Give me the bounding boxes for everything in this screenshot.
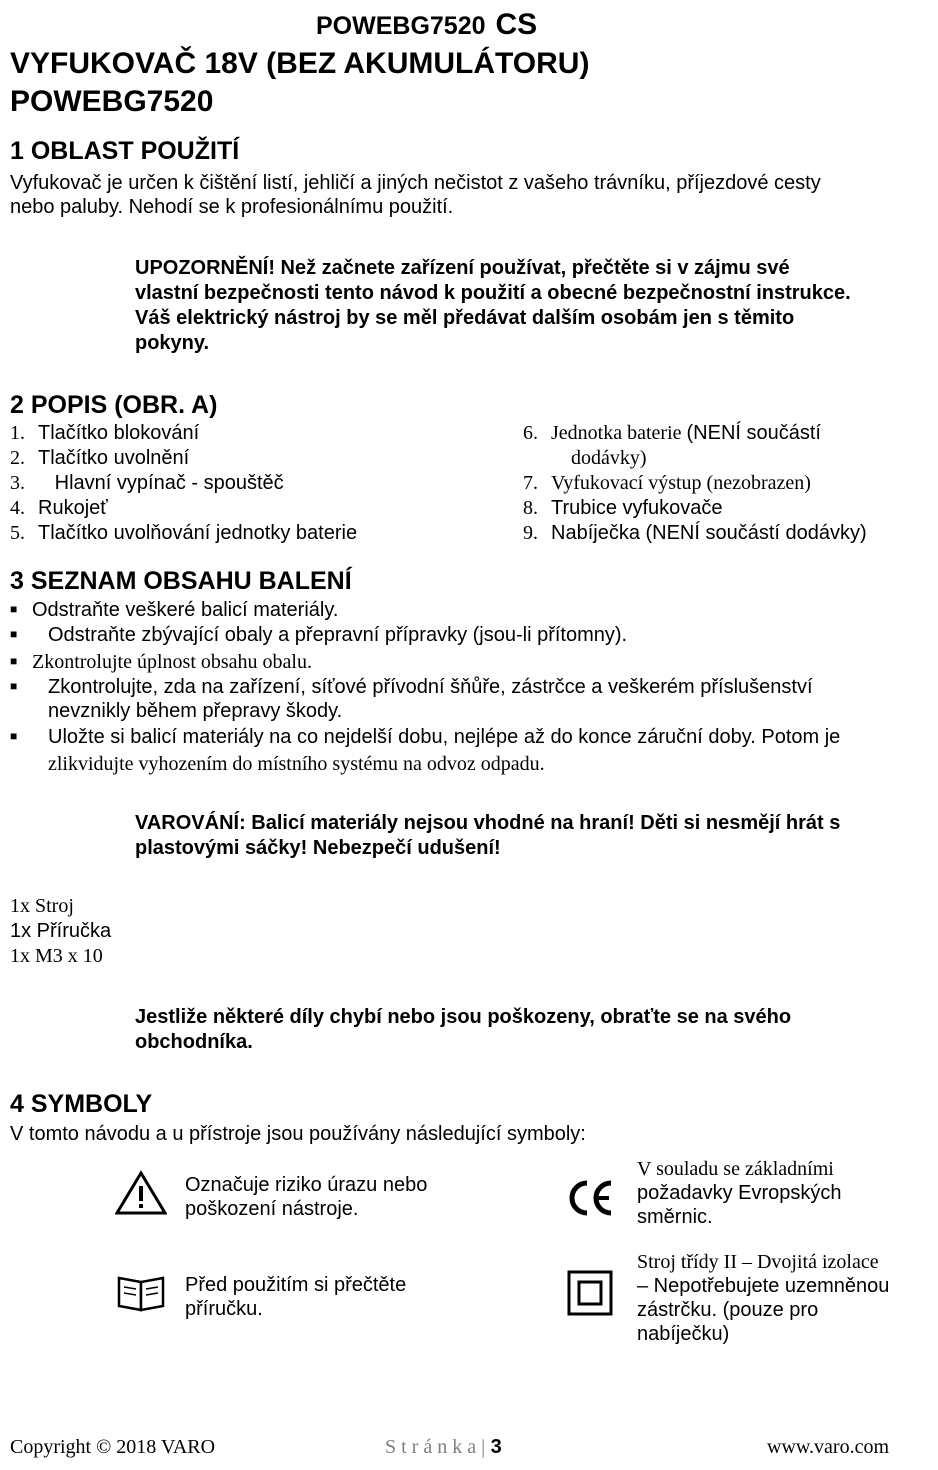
title-line: VYFUKOVAČ 18V (BEZ AKUMULÁTORU) bbox=[10, 47, 590, 80]
description-line: – Nepotřebujete uzemněnou bbox=[637, 1275, 890, 1297]
read-manual-icon bbox=[115, 1268, 167, 1314]
notice-line: pokyny. bbox=[135, 332, 210, 354]
description-line: Stroj třídy II – Dvojitá izolace bbox=[637, 1251, 879, 1273]
symbol-warning-description bbox=[185, 1173, 545, 1221]
notice-line: plastovými sáčky! Nebezpečí udušení! bbox=[135, 837, 501, 859]
notice-line: vlastní bezpečnosti tento návod k použití a obecné bezpečnostní instrukce. bbox=[135, 282, 851, 304]
symbol-manual-description bbox=[185, 1273, 545, 1321]
notice-line: Jestliže některé díly chybí nebo jsou poškozeny, obraťte se na svého bbox=[135, 1006, 792, 1028]
description-line: nabíječku) bbox=[637, 1323, 730, 1345]
bullet-continuation: zlikvidujte vyhozením do místního systému na odvoz odpadu. bbox=[48, 753, 545, 775]
notice-line: obchodníka. bbox=[135, 1031, 253, 1053]
description-list-right bbox=[523, 421, 933, 546]
description-line: příručku. bbox=[185, 1298, 263, 1320]
bullet-icon: ■ bbox=[10, 679, 18, 693]
symbol-class-ii-description bbox=[637, 1250, 937, 1346]
description-item: 3. Hlavní vypínač - spouště​č bbox=[10, 472, 284, 494]
notice-line: VAROVÁNÍ: Balicí materiály nejsou vhodné na hraní! Děti si nesmějí hrát s bbox=[135, 812, 841, 834]
warning-triangle-icon bbox=[115, 1170, 167, 1216]
bullet-icon: ■ bbox=[10, 602, 18, 616]
symbols-intro: V tomto návodu a u přístroje jsou používány následující symboly: bbox=[10, 1123, 586, 1145]
title-line: POWEBG7520 bbox=[10, 85, 214, 118]
description-line: zástrčku. (pouze pro bbox=[637, 1299, 819, 1321]
description-item: 2. Tlačítko uvolnění bbox=[10, 447, 190, 469]
missing-parts-note bbox=[135, 1005, 935, 1055]
footer-website: www.varo.com bbox=[767, 1436, 890, 1458]
description-item: 8. Trubice vyfukovače bbox=[523, 497, 723, 519]
bullet-item: ■ Uložte si balicí materiály na co nejdelší dobu, nejlépe až do konce záruční doby. Potom je bbox=[10, 726, 841, 748]
document-code bbox=[316, 8, 537, 42]
symbol-ce-description bbox=[637, 1157, 937, 1229]
notice-line: UPOZORNĚNÍ! Než začnete zařízení používat, přečtěte si v zájmu své bbox=[135, 257, 790, 279]
model-code: POWEBG7520 bbox=[316, 12, 486, 40]
section-heading-symbols: 4 SYMBOLY bbox=[10, 1090, 153, 1118]
description-item: 6. Jednotka baterie (NENÍ součástí bbox=[523, 422, 821, 444]
bullet-item: ■ Zkontrolujte, zda na zařízení, síťové přívodní šňůře, zástrčce a veškerém příslušenství bbox=[10, 676, 813, 698]
description-list-left bbox=[10, 421, 510, 546]
bullet-icon: ■ bbox=[10, 654, 18, 668]
safety-notice bbox=[135, 256, 935, 356]
bullet-item: ■ Zkontrolujte úplnost obsahu obalu. bbox=[10, 651, 312, 673]
paragraph-line: nebo paluby. Nehodí se k profesionálnímu použití. bbox=[10, 196, 454, 218]
paragraph-line: Vyfukovač je určen k čištění listí, jehličí a jiných nečistot z vašeho trávníku, příjezdové cesty bbox=[10, 172, 821, 194]
section-heading-package-contents: 3 SEZNAM OBSAHU BALENÍ bbox=[10, 567, 352, 595]
description-item: 4. Rukojeť bbox=[10, 497, 108, 519]
bullet-icon: ■ bbox=[10, 627, 18, 641]
warning-notice bbox=[135, 811, 935, 861]
page-number: 3 bbox=[490, 1436, 502, 1458]
description-item: 5. Tlačítko uvolňování jednotky baterie bbox=[10, 522, 358, 544]
footer-copyright: Copyright © 2018 VARO bbox=[10, 1436, 216, 1458]
bullet-item: ■ Odstraňte veškeré balicí materiály. bbox=[10, 599, 339, 621]
class-ii-double-insulation-icon bbox=[565, 1270, 617, 1316]
language-code: CS bbox=[495, 8, 538, 41]
section-heading-description: 2 POPIS (OBR. A) bbox=[10, 391, 218, 419]
description-line: poškození nástroje. bbox=[185, 1198, 359, 1220]
description-item: 9. Nabíječka (NENÍ součástí dodávky) bbox=[523, 522, 867, 544]
description-line: Označuje riziko úrazu nebo bbox=[185, 1174, 428, 1196]
package-contents-list bbox=[10, 894, 111, 969]
footer-page bbox=[385, 1436, 502, 1459]
contents-item: 1x Příručka bbox=[10, 920, 112, 942]
document-title bbox=[10, 45, 910, 121]
ce-mark-icon bbox=[565, 1175, 617, 1221]
description-line: směrnic. bbox=[637, 1206, 713, 1228]
bullet-continuation: nevznikly během přepravy škody. bbox=[48, 700, 343, 722]
notice-line: Váš elektrický nástroj by se měl předávat dalším osobám jen s těmito bbox=[135, 307, 795, 329]
section-heading-usage: 1 OBLAST POUŽITÍ bbox=[10, 137, 240, 165]
description-line: požadavky Evropských bbox=[637, 1182, 842, 1204]
description-item: 1. Tlačítko blokování bbox=[10, 422, 200, 444]
bullet-item: ■ Odstraňte zbývající obaly a přepravní přípravky (jsou-li přítomny). bbox=[10, 624, 628, 646]
usage-paragraph bbox=[10, 171, 930, 219]
description-line: V souladu se základními bbox=[637, 1158, 834, 1180]
contents-item: 1x Stroj bbox=[10, 895, 74, 917]
description-item-continuation: dodávky) bbox=[571, 447, 647, 469]
description-item: 7. Vyfukovací výstup (nezobrazen) bbox=[523, 472, 811, 494]
description-line: Před použitím si přečtěte bbox=[185, 1274, 407, 1296]
page-label: S t r á n k a | bbox=[385, 1436, 486, 1458]
bullet-icon: ■ bbox=[10, 729, 18, 743]
contents-item: 1x M3 x 10 bbox=[10, 945, 103, 967]
